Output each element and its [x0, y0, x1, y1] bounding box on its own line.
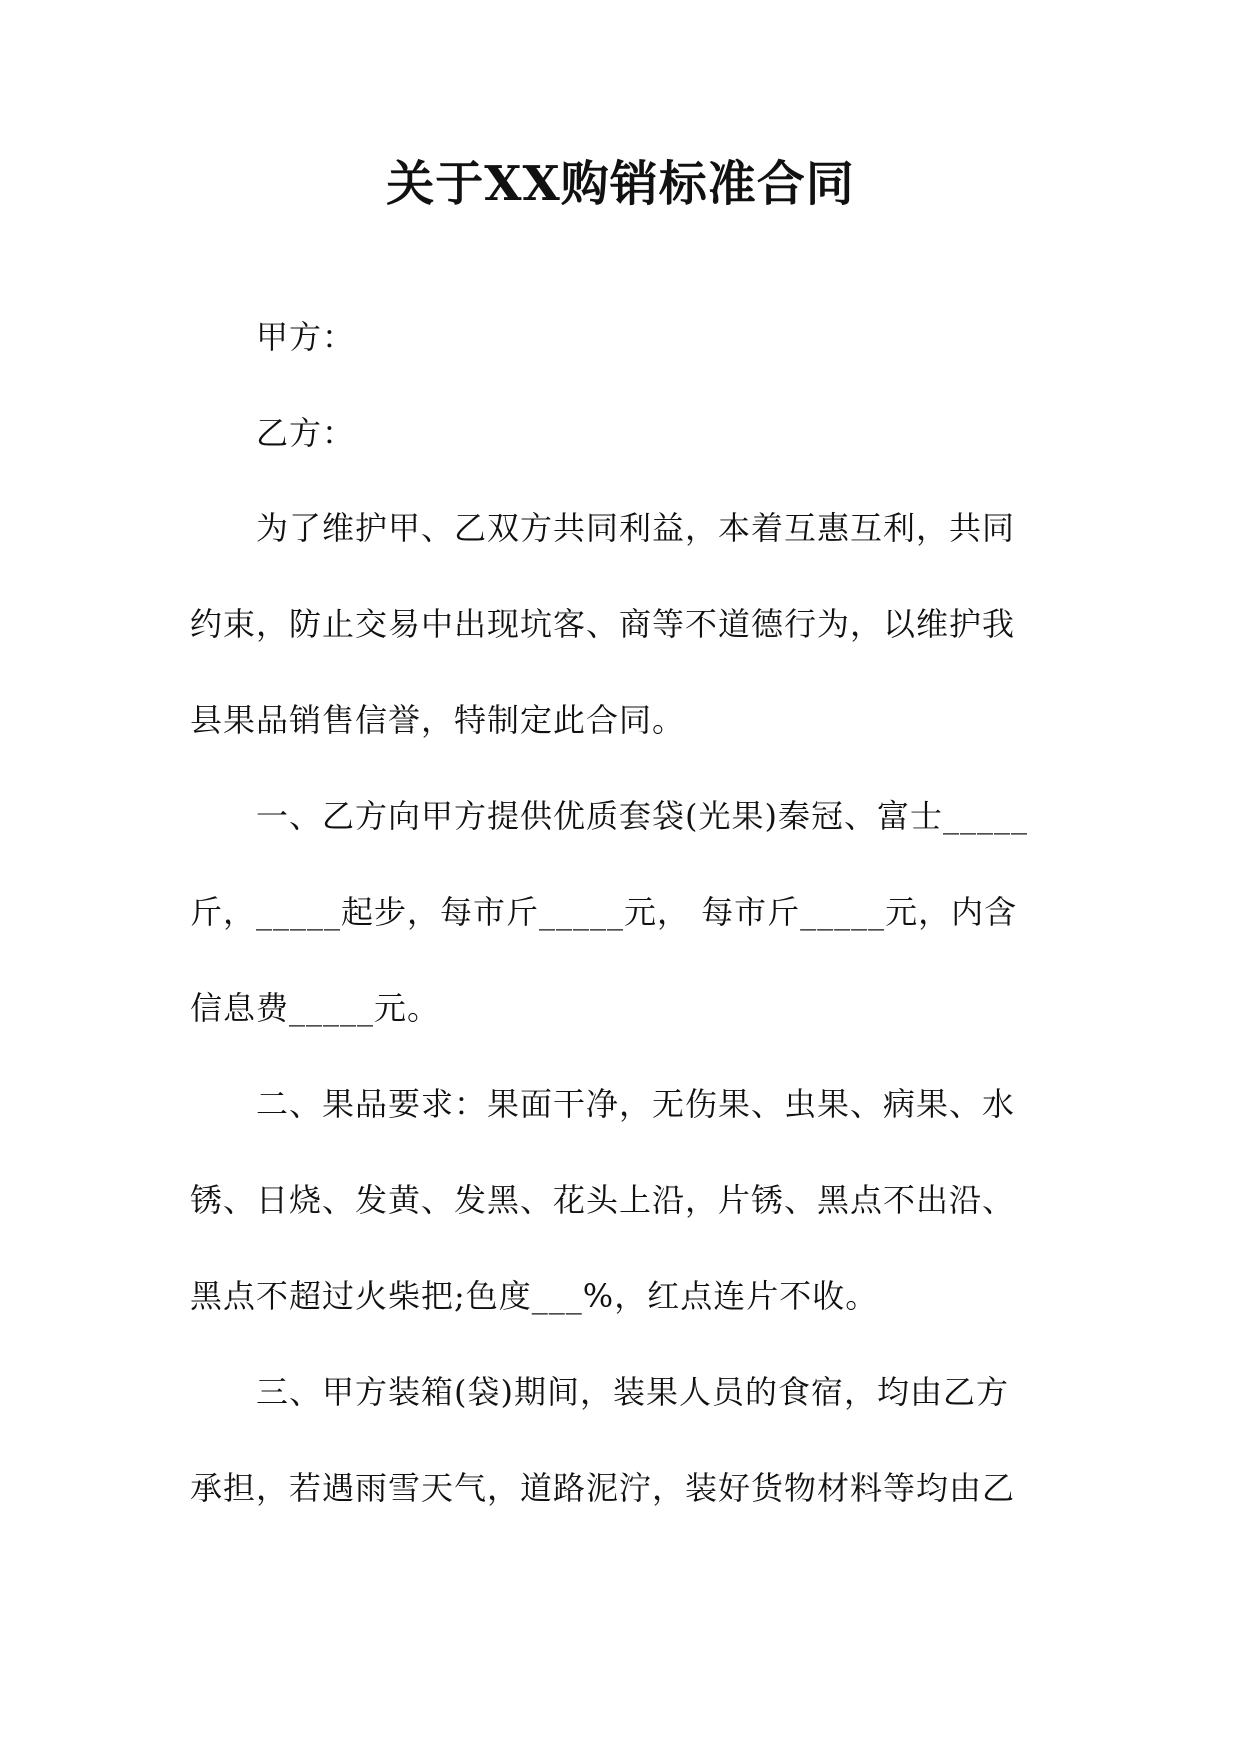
clause-3-line-1: 三、甲方装箱(袋)期间，装果人员的食宿，均由乙方	[256, 1373, 1009, 1411]
clause-1-line-1: 一、乙方向甲方提供优质套袋(光果)秦冠、富士_____	[256, 797, 1028, 835]
preamble-line-1: 为了维护甲、乙双方共同利益，本着互惠互利，共同	[256, 509, 1016, 547]
clause-1-line-2: 斤，_____起步，每市斤_____元， 每市斤_____元，内含	[190, 893, 1018, 931]
party-a-label: 甲方：	[256, 318, 356, 356]
party-b-label: 乙方：	[256, 414, 356, 452]
clause-3-line-2: 承担，若遇雨雪天气，道路泥泞，装好货物材料等均由乙	[190, 1469, 1016, 1507]
clause-1-line-3: 信息费_____元。	[190, 989, 441, 1027]
clause-2-line-3: 黑点不超过火柴把;色度___%，红点连片不收。	[190, 1277, 879, 1315]
clause-2-line-2: 锈、日烧、发黄、发黑、花头上沿，片锈、黑点不出沿、	[190, 1181, 1016, 1219]
preamble-line-2: 约束，防止交易中出现坑客、商等不道德行为，以维护我	[190, 605, 1016, 643]
preamble-line-3: 县果品销售信誉，特制定此合同。	[190, 701, 686, 739]
document-title: 关于XX购销标准合同	[386, 156, 855, 212]
clause-2-line-1: 二、果品要求：果面干净，无伤果、虫果、病果、水	[256, 1085, 1016, 1123]
